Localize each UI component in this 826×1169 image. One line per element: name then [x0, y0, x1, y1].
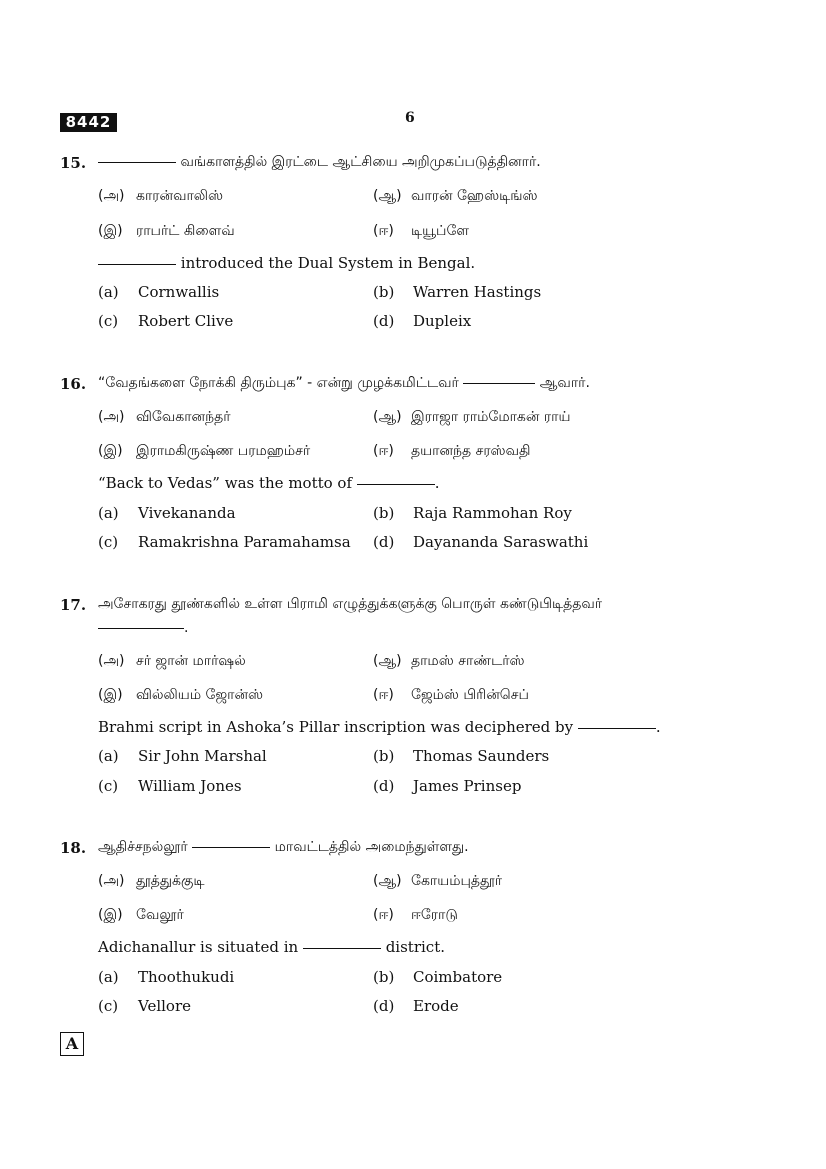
tamil-option: (ஈ) ஈரோடு [373, 907, 458, 923]
tamil-option: (அ) தூத்துக்குடி [98, 873, 205, 889]
tamil-option: (அ) காரன்வாலிஸ் [98, 188, 224, 204]
english-option: (b) Warren Hastings [373, 283, 542, 301]
english-option: (b) Raja Rammohan Roy [373, 504, 572, 522]
tamil-option: (ஆ) வாரன் ஹேஸ்டிங்ஸ் [373, 188, 538, 204]
page-number: 6 [405, 110, 415, 126]
question-number: 16. [60, 375, 87, 393]
english-option: (b) Thomas Saunders [373, 747, 550, 765]
question-tamil-text: அசோகரது தூண்களில் உள்ள பிராமி எழுத்துக்களுக்கு பொருள் கண்டுபிடித்தவர் [98, 596, 603, 612]
tamil-option: (ஆ) தாமஸ் சாண்டர்ஸ் [373, 653, 525, 669]
english-option: (c) Ramakrishna Paramahamsa [98, 533, 351, 551]
question-number: 18. [60, 839, 87, 857]
question-tamil-text: “வேதங்களை நோக்கி திரும்புக” - என்று முழக்கமிட்டவர் ஆவார். [98, 375, 590, 391]
english-option: (c) Vellore [98, 997, 192, 1015]
english-option: (c) Robert Clive [98, 312, 234, 330]
english-option: (d) Erode [373, 997, 459, 1015]
answer-blank [463, 382, 535, 384]
answer-blank [98, 627, 184, 629]
paper-code-badge: 8442 [60, 113, 117, 132]
tamil-option: (அ) சர் ஜான் மார்ஷல் [98, 653, 246, 669]
tamil-option: (இ) வேலூர் [98, 907, 184, 923]
question-english-text: introduced the Dual System in Bengal. [98, 254, 475, 272]
english-option: (b) Coimbatore [373, 968, 503, 986]
tamil-option: (இ) வில்லியம் ஜோன்ஸ் [98, 687, 264, 703]
tamil-option: (ஈ) டியூப்ளே [373, 223, 470, 239]
answer-blank [98, 161, 176, 163]
tamil-option: (ஈ) ஜேம்ஸ் பிரின்செப் [373, 687, 529, 703]
english-option: (a) Sir John Marshal [98, 747, 267, 765]
tamil-option: (இ) இராமகிருஷ்ண பரமஹம்சர் [98, 443, 311, 459]
english-option: (a) Vivekananda [98, 504, 236, 522]
tamil-option: (அ) விவேகானந்தர் [98, 409, 231, 425]
answer-blank [303, 947, 381, 949]
question-number: 17. [60, 596, 87, 614]
tamil-option: (ஆ) கோயம்புத்தூர் [373, 873, 503, 889]
tamil-option: (இ) ராபர்ட் கிளைவ் [98, 223, 235, 239]
question-tamil-text: ஆதிச்சநல்லூர் மாவட்டத்தில் அமைந்துள்ளது. [98, 839, 469, 855]
tamil-option: (ஆ) இராஜா ராம்மோகன் ராய் [373, 409, 571, 425]
question-english-text: Brahmi script in Ashoka’s Pillar inscription was deciphered by . [98, 718, 661, 736]
english-option: (a) Cornwallis [98, 283, 220, 301]
question-number: 15. [60, 154, 87, 172]
question-tamil-text: வங்காளத்தில் இரட்டை ஆட்சியை அறிமுகப்படுத்தினார். [98, 154, 541, 172]
english-option: (d) Dupleix [373, 312, 472, 330]
english-option: (d) James Prinsep [373, 777, 522, 795]
tamil-option: (ஈ) தயானந்த சரஸ்வதி [373, 443, 531, 459]
answer-blank [98, 263, 176, 265]
answer-blank [192, 846, 270, 848]
english-option: (c) William Jones [98, 777, 242, 795]
series-label-box: A [60, 1032, 84, 1056]
answer-blank [578, 727, 656, 729]
question-tamil-text-continued: . [98, 620, 188, 636]
question-english-text: “Back to Vedas” was the motto of . [98, 474, 440, 492]
question-english-text: Adichanallur is situated in district. [98, 938, 445, 956]
english-option: (d) Dayananda Saraswathi [373, 533, 589, 551]
answer-blank [357, 483, 435, 485]
english-option: (a) Thoothukudi [98, 968, 235, 986]
